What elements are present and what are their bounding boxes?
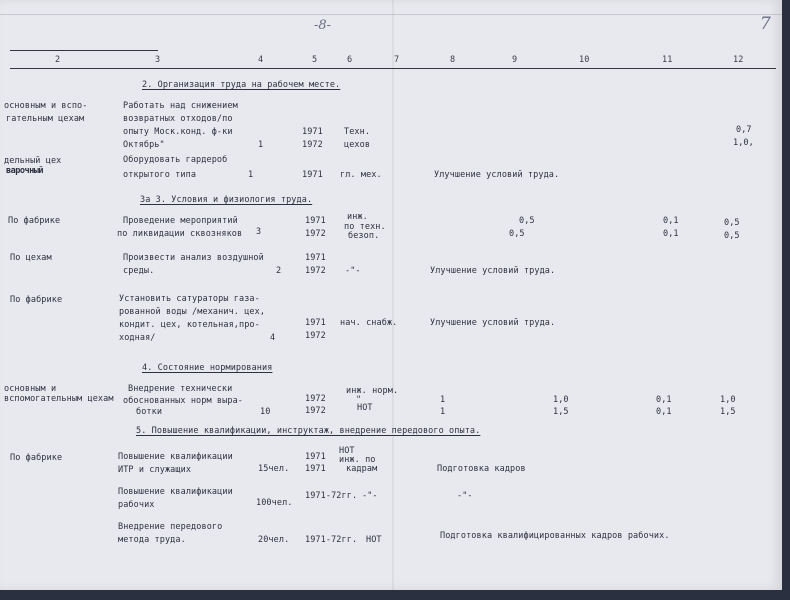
- section-heading: 4. Состояние нормирования: [142, 363, 273, 373]
- header-rule-bottom: [10, 68, 776, 69]
- row-measure: среды.: [123, 266, 155, 276]
- row-measure: Повышение квалификации: [118, 452, 233, 462]
- handwritten-page-number: 7: [760, 14, 771, 34]
- row-place: По фабрике: [8, 216, 61, 226]
- row-measure: рованной воды /механич. цех,: [119, 307, 266, 317]
- row-measure: опыту Моск.конд. ф-ки: [123, 127, 233, 137]
- top-edge-line: [0, 14, 782, 15]
- row-responsible: инж.: [347, 212, 368, 222]
- scan-border-bottom: [0, 590, 790, 600]
- row-responsible: -"-: [345, 266, 361, 276]
- row-responsible: -"-: [362, 491, 378, 501]
- row-responsible: НОТ: [366, 535, 382, 545]
- row-qty: 15чел.: [258, 464, 290, 474]
- row-responsible: ": [356, 395, 362, 405]
- row-measure: Октябрь": [123, 140, 165, 150]
- header-rule-left: [10, 50, 158, 51]
- handwritten-mark: -8-: [314, 18, 332, 33]
- row-responsible: Техн.: [344, 127, 371, 137]
- row-responsible: инж. норм.: [346, 386, 399, 396]
- row-year: 1972: [302, 140, 323, 150]
- row-qty: 100чел.: [256, 498, 293, 508]
- row-year: 1971: [302, 170, 323, 180]
- column-number: 9: [512, 55, 518, 65]
- row-year: 1971: [302, 127, 323, 137]
- row-measure: рабочих: [118, 500, 155, 510]
- row-value-col12: 1,5: [720, 407, 736, 417]
- page-fold: [392, 0, 394, 590]
- row-value-col8: 1: [440, 395, 446, 405]
- row-qty: 10: [260, 407, 271, 417]
- row-measure: по ликвидации сквозняков: [117, 229, 243, 239]
- row-value-col12: 0,5: [724, 218, 740, 228]
- row-years: 1971-72гг.: [305, 491, 358, 501]
- row-result: Улучшение условий труда.: [430, 266, 556, 276]
- row-measure: ходная/: [119, 333, 156, 343]
- row-measure: возвратных отходов/по: [123, 114, 233, 124]
- column-number: 6: [347, 55, 353, 65]
- row-result: Подготовка квалифицированных кадров рабочих.: [440, 531, 670, 541]
- row-year: 1972: [305, 331, 326, 341]
- row-measure: обоснованных норм выра-: [123, 396, 244, 406]
- scan-border-right: [782, 0, 790, 600]
- column-number: 3: [155, 55, 161, 65]
- row-result: -"-: [457, 491, 473, 501]
- row-qty: 1: [258, 140, 264, 150]
- row-responsible: нач. снабж.: [340, 318, 398, 328]
- row-responsible: кадрам: [346, 464, 378, 474]
- row-measure: Оборудовать гардероб: [123, 155, 228, 165]
- row-responsible: безоп.: [348, 231, 380, 241]
- row-years: 1971-72гг.: [305, 535, 358, 545]
- row-value-col12: 0,7: [736, 125, 752, 135]
- row-measure: ботки: [136, 407, 163, 417]
- column-number: 12: [733, 55, 744, 65]
- row-value-col10: 1,0: [553, 395, 569, 405]
- row-value-col12: 0,5: [724, 231, 740, 241]
- row-qty: 4: [270, 333, 276, 343]
- row-value-col11: 0,1: [656, 395, 672, 405]
- row-qty: 2: [276, 266, 282, 276]
- row-measure: открытого типа: [123, 170, 197, 180]
- row-value-col12: 1,0: [720, 395, 736, 405]
- column-number: 8: [450, 55, 456, 65]
- row-measure: Проведение мероприятий: [123, 216, 238, 226]
- row-measure: Внедрение технически: [128, 384, 233, 394]
- row-year: 1971: [305, 318, 326, 328]
- row-value-col10: 1,5: [553, 407, 569, 417]
- column-number: 11: [662, 55, 673, 65]
- row-qty: 20чел.: [258, 535, 290, 545]
- row-responsible: НОТ: [357, 403, 373, 413]
- row-responsible: инж. по: [339, 455, 376, 465]
- row-place: основным и вспо-: [4, 101, 88, 111]
- row-measure: Произвести анализ воздушной: [123, 253, 264, 263]
- row-responsible: цехов: [344, 140, 371, 150]
- column-number: 7: [394, 55, 400, 65]
- row-place: основным и: [4, 384, 57, 394]
- section-heading: 5. Повышение квалификации, инструктаж, внедрение передового опыта.: [136, 426, 481, 436]
- row-place: По цехам: [10, 253, 52, 263]
- column-number: 2: [55, 55, 61, 65]
- row-measure: Повышение квалификации: [118, 487, 233, 497]
- row-year: 1971: [305, 452, 326, 462]
- row-measure: Работать над снижением: [123, 101, 238, 111]
- row-year: 1971: [305, 464, 326, 474]
- section-heading: 2. Организация труда на рабочем месте.: [142, 80, 341, 90]
- row-value-col8: 1: [440, 407, 446, 417]
- row-responsible: по техн.: [344, 222, 386, 232]
- row-place: варочный: [6, 166, 43, 176]
- row-result: Подготовка кадров: [437, 464, 526, 474]
- row-qty: 3: [256, 227, 262, 237]
- row-value-col11: 0,1: [656, 407, 672, 417]
- row-measure: Внедрение передового: [118, 522, 223, 532]
- row-place: По фабрике: [10, 453, 63, 463]
- row-value-col11: 0,1: [663, 229, 679, 239]
- row-result: Улучшение условий труда.: [430, 318, 556, 328]
- row-year: 1972: [305, 406, 326, 416]
- row-year: 1971: [305, 216, 326, 226]
- row-year: 1972: [305, 266, 326, 276]
- row-qty: 1: [248, 170, 254, 180]
- column-number: 4: [258, 55, 264, 65]
- section-heading: За 3. Условия и физиология труда.: [140, 195, 313, 205]
- row-value-col9: 0,5: [519, 216, 535, 226]
- row-measure: метода труда.: [118, 535, 186, 545]
- row-result: Улучшение условий труда.: [434, 170, 560, 180]
- row-responsible: гл. мех.: [340, 170, 382, 180]
- row-place: вспомогательным цехам: [4, 394, 114, 404]
- row-value-col11: 0,1: [663, 216, 679, 226]
- row-year: 1971: [305, 253, 326, 263]
- row-place: По фабрике: [10, 295, 63, 305]
- column-number: 5: [312, 55, 318, 65]
- row-value-col12: 1,0,: [733, 138, 754, 148]
- row-year: 1972: [305, 394, 326, 404]
- row-measure: Установить сатураторы газа-: [119, 294, 260, 304]
- row-place: дельный цех: [4, 156, 62, 166]
- row-year: 1972: [305, 229, 326, 239]
- row-measure: кондит. цех, котельная,про-: [119, 320, 260, 330]
- row-responsible: НОТ: [339, 446, 355, 456]
- row-measure: ИТР и служащих: [118, 465, 192, 475]
- row-place: гательным цехам: [6, 114, 85, 124]
- row-value-col9: 0,5: [509, 229, 525, 239]
- column-number: 10: [579, 55, 590, 65]
